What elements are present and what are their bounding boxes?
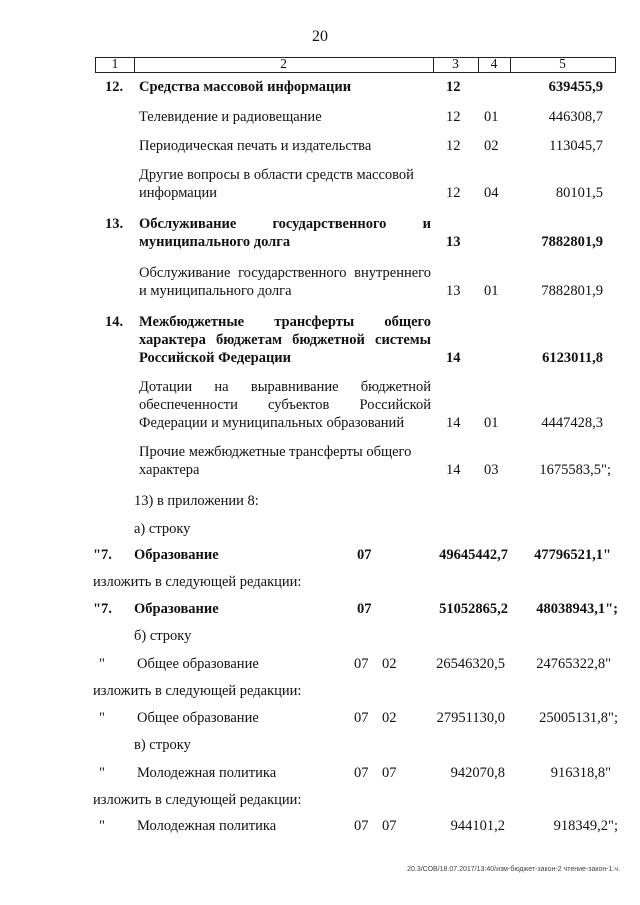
row-subsection-code: 01 — [484, 283, 499, 299]
line-value-1: 942070,8 — [450, 765, 505, 781]
quote-mark: "7. — [93, 601, 112, 617]
header-col-2: 2 — [280, 56, 287, 71]
replace-text: изложить в следующей редакции: — [93, 792, 302, 808]
line-value-2: 918349,2"; — [553, 818, 618, 834]
line-name: Молодежная политика — [137, 765, 277, 781]
line-name: Общее образование — [137, 656, 259, 672]
row-amount: 6123011,8 — [542, 350, 603, 366]
row-amount: 7882801,9 — [541, 283, 603, 299]
row-subsection-code: 01 — [484, 415, 499, 431]
table-header-row — [95, 57, 616, 73]
row-section-code: 12 — [446, 185, 461, 201]
row-name: Средства массовой информации — [139, 79, 352, 95]
row-subsection-code: 04 — [484, 185, 499, 201]
line-value-1: 27951130,0 — [436, 710, 505, 726]
line-section-code: 07 — [354, 818, 369, 834]
row-amount: 1675583,5"; — [539, 462, 611, 478]
line-value-1: 944101,2 — [450, 818, 505, 834]
row-name: Обслуживание государственного и муниципального долга — [139, 216, 431, 250]
row-name: Межбюджетные трансферты общего характера бюджетам бюджетной системы Российской Федерации — [139, 314, 431, 366]
line-section-code: 07 — [357, 547, 372, 563]
line-name: Образование — [134, 547, 219, 563]
line-name: Молодежная политика — [137, 818, 277, 834]
row-name: Прочие межбюджетные трансферты общего характера — [139, 444, 412, 478]
line-name: Общее образование — [137, 710, 259, 726]
header-col-4: 4 — [490, 56, 498, 71]
sub-item-c: в) строку — [134, 737, 191, 753]
line-value-1: 49645442,7 — [439, 547, 508, 563]
row-amount: 446308,7 — [548, 109, 603, 125]
replace-text: изложить в следующей редакции: — [93, 683, 302, 699]
line-subsection-code: 07 — [382, 818, 397, 834]
line-section-code: 07 — [354, 710, 369, 726]
line-value-2: 47796521,1" — [534, 547, 611, 563]
footer-doc-id: 20.3/СОВ/18.07.2017/13:40/изм-бюджет-закон-2 чтение-закон-1.ч. — [407, 866, 620, 873]
quote-mark: " — [99, 710, 105, 726]
appendix-intro: 13) в приложении 8: — [134, 493, 259, 509]
row-section-code: 13 — [446, 234, 461, 250]
line-section-code: 07 — [354, 656, 369, 672]
row-subsection-code: 02 — [484, 138, 499, 154]
quote-mark: " — [99, 656, 105, 672]
header-col-5: 5 — [559, 56, 566, 71]
replace-text: изложить в следующей редакции: — [93, 574, 302, 590]
line-name: Образование — [134, 601, 219, 617]
line-value-2: 916318,8" — [550, 765, 611, 781]
row-number: 12. — [105, 79, 124, 95]
line-subsection-code: 02 — [382, 710, 397, 726]
row-amount: 639455,9 — [548, 79, 603, 95]
line-value-1: 26546320,5 — [436, 656, 505, 672]
quote-mark: " — [99, 765, 105, 781]
line-value-2: 24765322,8" — [536, 656, 611, 672]
row-section-code: 14 — [446, 415, 461, 431]
line-value-1: 51052865,2 — [439, 601, 508, 617]
row-subsection-code: 01 — [484, 109, 499, 125]
row-number: 14. — [105, 314, 124, 330]
row-amount: 80101,5 — [555, 185, 603, 201]
quote-mark: " — [99, 818, 105, 834]
row-amount: 113045,7 — [549, 138, 603, 154]
row-name: Другие вопросы в области средств массовой информации — [139, 167, 414, 201]
row-name: Обслуживание государственного внутреннего и муниципального долга — [139, 265, 431, 299]
page-number: 20 — [312, 28, 328, 45]
row-subsection-code: 03 — [484, 462, 499, 478]
sub-item-b: б) строку — [134, 628, 192, 644]
row-name: Дотации на выравнивание бюджетной обеспеченности субъектов Российской Федерации и муниципальных образований — [139, 379, 431, 431]
header-col-1: 1 — [111, 56, 119, 71]
row-number: 13. — [105, 216, 124, 232]
row-section-code: 12 — [446, 138, 461, 154]
row-amount: 7882801,9 — [541, 234, 603, 250]
row-name: Телевидение и радиовещание — [139, 109, 322, 125]
line-section-code: 07 — [357, 601, 372, 617]
quote-mark: "7. — [93, 547, 112, 563]
row-section-code: 14 — [446, 462, 461, 478]
line-subsection-code: 02 — [382, 656, 397, 672]
line-subsection-code: 07 — [382, 765, 397, 781]
sub-item-a: а) строку — [134, 521, 191, 537]
row-amount: 4447428,3 — [541, 415, 603, 431]
line-section-code: 07 — [354, 765, 369, 781]
row-name: Периодическая печать и издательства — [139, 138, 372, 154]
line-value-2: 48038943,1"; — [536, 601, 618, 617]
row-section-code: 13 — [446, 283, 461, 299]
header-col-3: 3 — [452, 56, 459, 71]
row-section-code: 12 — [446, 79, 461, 95]
row-section-code: 12 — [446, 109, 461, 125]
line-value-2: 25005131,8"; — [539, 710, 618, 726]
row-section-code: 14 — [446, 350, 461, 366]
